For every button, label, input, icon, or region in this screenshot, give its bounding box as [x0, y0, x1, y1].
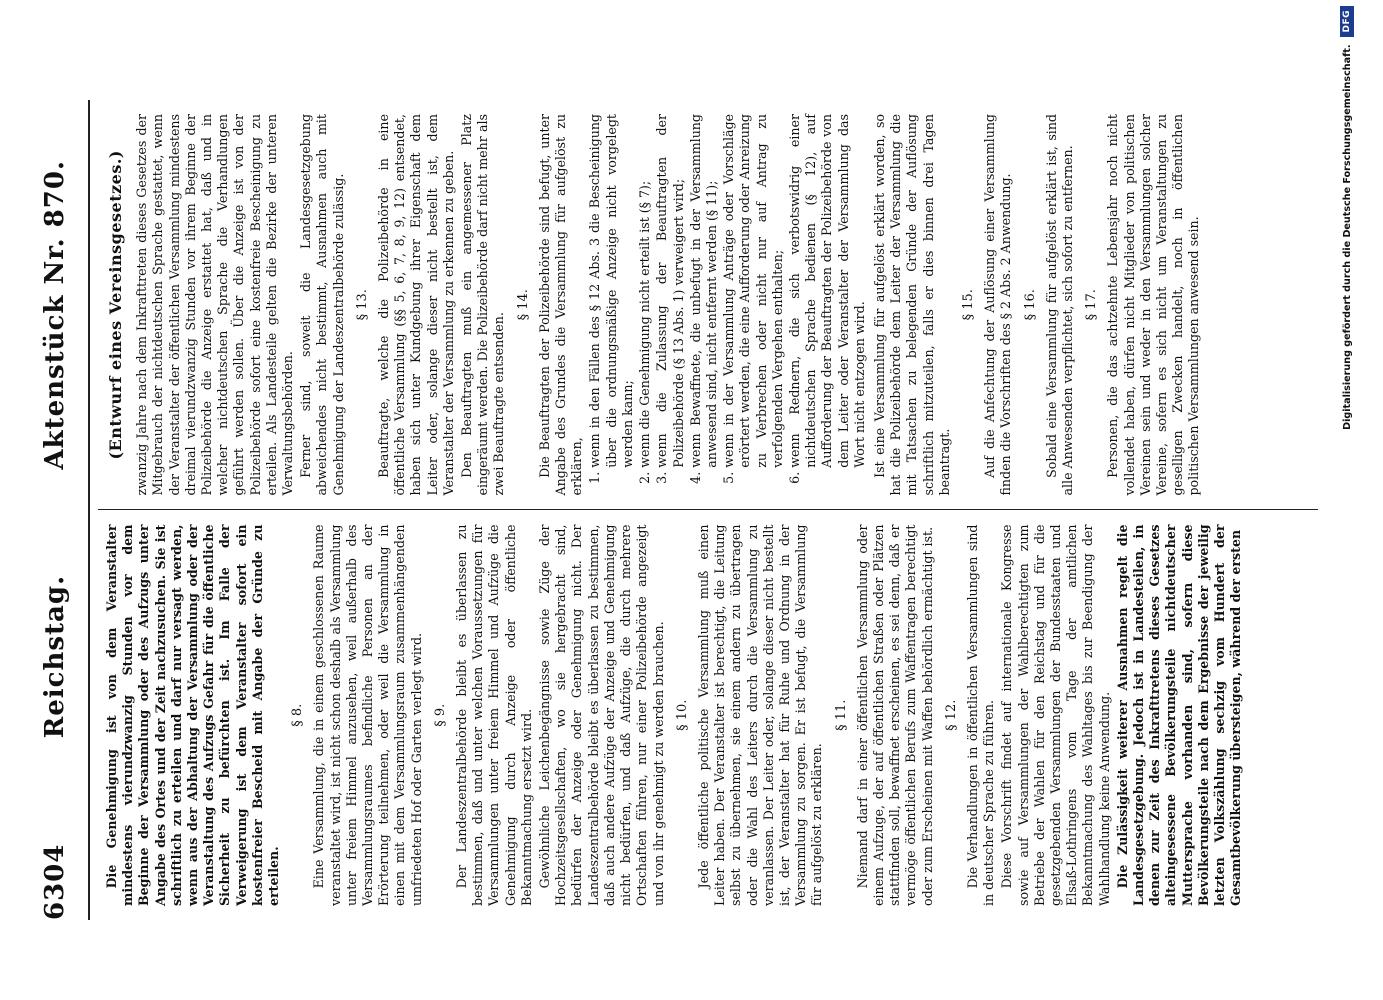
section-heading: § 8. [290, 703, 306, 727]
dfg-logo: DFG [1340, 6, 1354, 37]
paragraph: zwanzig Jahre nach dem Inkrafttreten dieses Gesetzes der Mitgebrauch der nichtdeutschen Sprache gestattet, wenn der Veranstalter der öffentlichen Versammlung mindestens dreimal vierundzwanzig Stunden vor ihrem Beginne der Polizeibehörde die Anzeige erstattet hat, daß und in welcher nichtdeutschen Sprache die Verhandlungen geführt werden sollen. Über die Anzeige ist von der Polizeibehörde sofort eine kostenfreie Bescheinigung zu erteilen. Als Landesteile gelten die Bezirke der unteren Verwaltungsbehörden. [134, 114, 296, 496]
digitization-note: Digitalisierung gefördert durch die Deutsche Forschungsgemeinschaft. [1341, 44, 1353, 430]
paragraph: Diese Vorschrift findet auf internationale Kongresse sowie auf Versammlungen der Wahlberechtigten zum Betriebe der Wahlen für den Reichstag und für die gesetzgebenden Versammlungen der Bundesstaaten und Elsaß-Lothringens vom Tage der amtlichen Bekanntmachung des Wahltages bis zur Beendigung der Wahlhandlung keine Anwendung. [999, 524, 1112, 906]
section-heading: § 12. [943, 699, 959, 731]
left-column [98, 511, 1318, 921]
page-number: 6304 [40, 843, 70, 920]
paragraph: Eine Versammlung, die in einem geschlossenen Raume veranstaltet wird, ist nicht schon deshalb als Versammlung unter freiem Himmel anzusehen, weil außerhalb des Versammlungsraumes befindliche Personen an der Erörterung teilnehmen, oder weil die Versammlung in einen mit dem Versammlungsraum zusammenhängenden umfriedeten Hof oder Garten verlegt wird. [311, 524, 424, 906]
paragraph: Personen, die das achtzehnte Lebensjahr noch nicht vollendet haben, dürfen nicht Mitglieder von politischen Vereinen sein und weder in den Versammlungen solcher Vereine, sofern es sich nicht um Veranstaltungen zu geselligen Zwecken handelt, noch in öffentlichen politischen Versammlungen anwesend sein. [1105, 114, 1202, 496]
paragraph: Sobald eine Versammlung für aufgelöst erklärt ist, sind alle Anwesenden verpflichtet, sich sofort zu entfernen. [1043, 114, 1075, 496]
section-heading: § 17. [1084, 289, 1100, 321]
header-left-title: Reichstag. [40, 574, 70, 739]
paragraph: Die Beauftragten der Polizeibehörde sind befugt, unter Angabe des Grundes die Versammlung für aufgelöst zu erklären, [536, 114, 585, 496]
paragraph: Die Zulässigkeit weiterer Ausnahmen regelt die Landesgesetzgebung. Jedoch ist in Landesteilen, in denen zur Zeit des Inkrafttretens dieses Gesetzes alteingesessene Bevölkerungsteile nichtdeutscher Muttersprache vorhanden sind, sofern diese Bevölkerungsteile nach dem Ergebnisse der jeweilig letzten Volkszählung sechzig vom Hundert der Gesamtbevölkerung übersteigen, während der ersten [1114, 524, 1244, 906]
section-heading: § 11. [833, 699, 849, 731]
header-document-number: Aktenstück Nr. 870. [40, 160, 70, 470]
list-item: 3. wenn die Zulassung der Beauftragten der Polizeibehörde (§ 13 Abs. 1) verweigert wird; [654, 114, 686, 468]
paragraph: Jede öffentliche politische Versammlung muß einen Leiter haben. Der Veranstalter ist berechtigt, die Leitung selbst zu übernehmen, sie einem andern zu übertragen oder die Wahl des Leiters durch die Versammlung zu veranlassen. Der Leiter oder, solange dieser nicht bestellt ist, der Veranstalter hat für Ruhe und Ordnung in der Versammlung zu sorgen. Er ist befugt, die Versammlung für aufgelöst zu erklären. [695, 524, 825, 906]
section-heading: § 15. [960, 289, 976, 321]
page-header [40, 100, 90, 920]
digitization-credit [1340, 6, 1354, 986]
paragraph: Niemand darf in einer öffentlichen Versammlung oder einem Aufzuge, der auf öffentlichen Straßen oder Plätzen stattfinden soll, bewaffnet erscheinen, es sei denn, daß er vermöge öffentlichen Berufs zum Waffentragen berechtigt oder zum Erscheinen mit Waffen behördlich ermächtigt ist. [854, 524, 935, 906]
paragraph: Ist eine Versammlung für aufgelöst erklärt worden, so hat die Polizeibehörde dem Leiter der Versammlung die mit Tatsachen zu belegenden Gründe der Auflösung schriftlich mitzuteilen, falls er dies binnen drei Tagen beantragt. [871, 114, 952, 496]
paragraph: Den Beauftragten muß ein angemessener Platz eingeräumt werden. Die Polizeibehörde darf nicht mehr als zwei Beauftragte entsenden. [459, 114, 507, 496]
section-heading: § 10. [674, 699, 690, 731]
list-item: 6. wenn Rednern, die sich verbotswidrig einer nichtdeutschen Sprache bedienen (§ 12), auf Aufforderung der Beauftragten der Polizeibehörde von dem Leiter oder Veranstalter der Versammlung das Wort nicht entzogen wird. [787, 114, 868, 468]
right-column-title: (Entwurf eines Vereinsgesetzes.) [106, 149, 125, 460]
section-heading: § 13. [354, 289, 370, 321]
section-heading: § 9. [432, 703, 448, 727]
paragraph: Die Verhandlungen in öffentlichen Versammlungen sind in deutscher Sprache zu führen. [964, 524, 997, 906]
paragraph: Auf die Anfechtung der Auflösung einer Versammlung finden die Vorschriften des § 2 Abs. 2 Anwendung. [982, 114, 1014, 496]
list-item: 4. wenn Bewaffnete, die unbefugt in der Versammlung anwesend sind, nicht entfernt werden (§ 11); [688, 114, 720, 468]
paragraph: Gewöhnliche Leichenbegängnisse sowie Züge der Hochzeitsgesellschaften, wo sie hergebracht sind, bedürfen der Anzeige oder Genehmigung nicht. Der Landeszentralbehörde bleibt es überlassen zu bestimmen, daß auch andere Aufzüge der Anzeige und Genehmigung nicht bedürfen, und daß Aufzüge, die durch mehrere Ortschaften führen, nur einer Polizeibehörde angezeigt und von ihr genehmigt zu werden brauchen. [537, 524, 666, 906]
list-item: 1. wenn in den Fällen des § 12 Abs. 3 die Bescheinigung über die ordnungsmäßige Anzeige nicht vorgelegt werden kann; [587, 114, 636, 468]
section-heading: § 14. [515, 289, 531, 321]
right-column [98, 100, 1318, 511]
numbered-list [587, 114, 867, 496]
paragraph: Die Genehmigung ist von dem Veranstalter mindestens vierundzwanzig Stunden vor dem Beginne der Versammlung oder des Aufzugs unter Angabe des Ortes und der Zeit nachzusuchen. Sie ist schriftlich zu erteilen und darf nur versagt werden, wenn aus der Abhaltung der Versammlung oder der Veranstaltung des Aufzugs Gefahr für die öffentliche Sicherheit zu befürchten ist. Im Falle der Verweigerung ist dem Veranstalter sofort ein kostenfreier Bescheid mit Angabe der Gründe zu erteilen. [104, 524, 282, 906]
paragraph: Der Landeszentralbehörde bleibt es überlassen zu bestimmen, daß und unter welchen Voraussetzungen für Versammlungen unter freiem Himmel und Aufzüge die Genehmigung durch Anzeige oder öffentliche Bekanntmachung ersetzt wird. [454, 524, 534, 906]
paragraph: Beauftragte, welche die Polizeibehörde in eine öffentliche Versammlung (§§ 5, 6, 7, 8, 9, 12) entsendet, haben sich unter Kundgebung ihrer Eigenschaft dem Leiter oder, solange dieser nicht bestellt ist, dem Veranstalter der Versammlung zu erkennen zu geben. [376, 114, 456, 496]
list-item: 5. wenn in der Versammlung Anträge oder Vorschläge erörtert werden, die eine Aufforderung oder Anreizung zu Verbrechen oder nicht nur auf Antrag zu verfolgenden Vergehen enthalten; [721, 114, 786, 468]
list-item: 2. wenn die Genehmigung nicht erteilt ist (§ 7); [637, 114, 653, 468]
section-heading: § 16. [1022, 289, 1038, 321]
paragraph: Ferner sind, soweit die Landesgesetzgebung abweichendes nicht bestimmt, Ausnahmen auch mit Genehmigung der Landeszentralbehörde zulässig. [298, 114, 346, 496]
